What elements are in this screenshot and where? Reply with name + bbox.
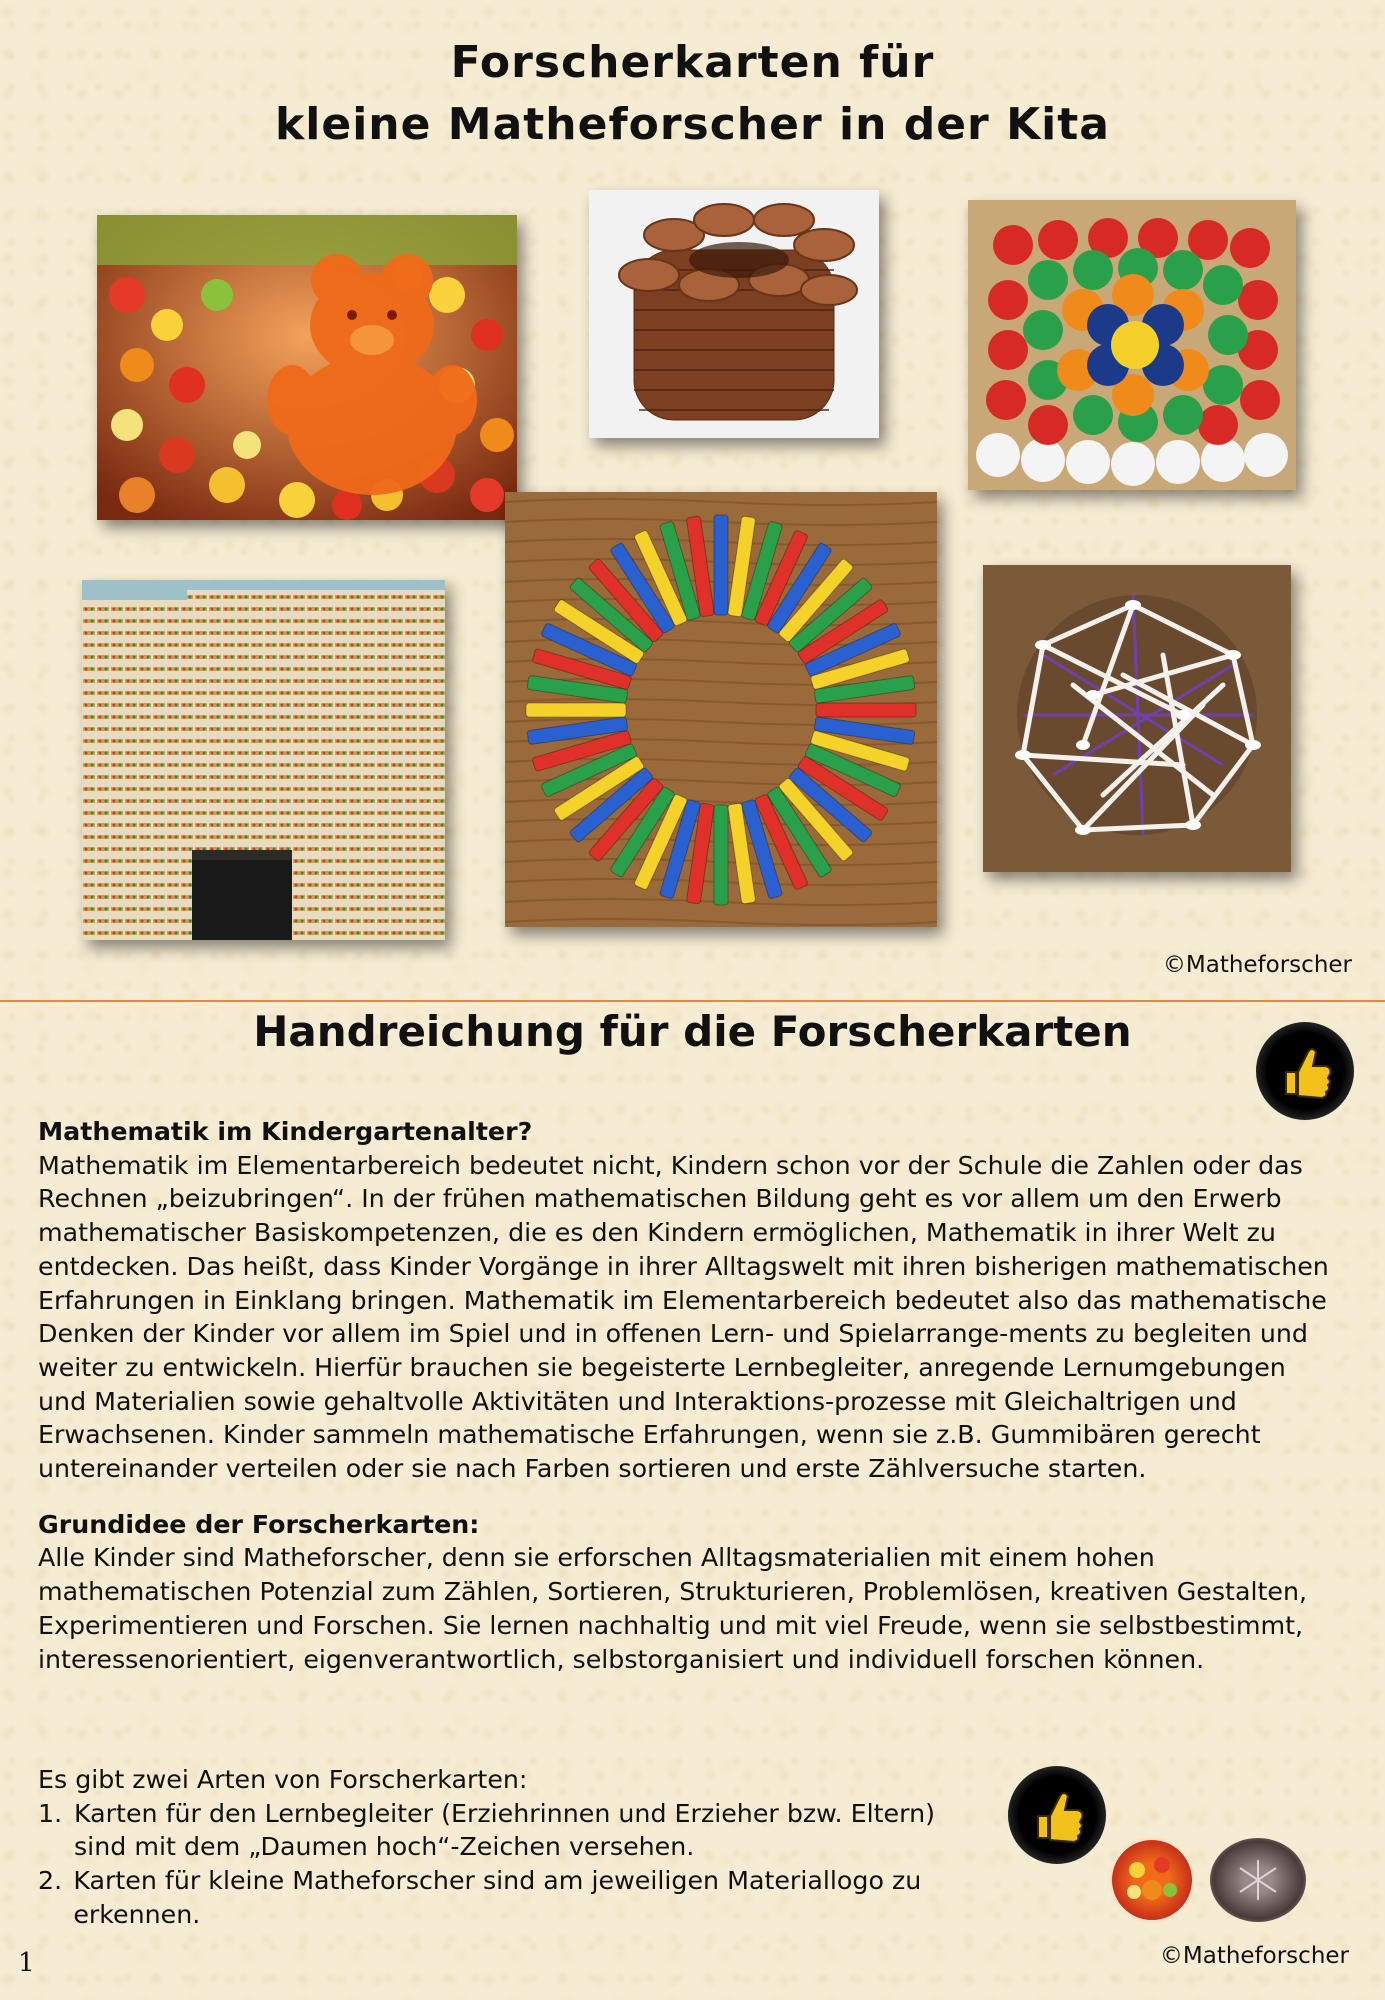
gummy-bear-logo-icon bbox=[1112, 1840, 1192, 1920]
thumbs-up-icon bbox=[1256, 1022, 1354, 1120]
thumbs-up-icon-list bbox=[1008, 1766, 1106, 1864]
q1-text: Mathematik im Elementarbereich bedeutet nicht, Kindern schon vor der Schule die Zahlen oder das Rechnen „beizubringen“. In der frühen mathematischen Bildung geht es vor allem um den Erwerb mathematischer Basiskompetenzen, die es den Kindern ermöglichen, Mathematik in ihrer Welt zu entdecken. Das heißt, dass Kinder Vorgänge in ihrer Alltagswelt mit ihren bisherigen mathematischen Erfahrungen in Einklang bringen. Mathematik im Elementarbereich bedeutet also das mathematische Denken der Kinder vor allem im Spiel und in offenen Lern- und Spielarrange-ments zu begleiten und weiter zu entwickeln. Hierfür brauchen sie begeisterte Lernbegleiter, anregende Lernumgebungen und Materialien sowie gehaltvolle Aktivitäten und Interaktions-prozesse mit Gleichaltrigen und Erwachsenen. Kinder sammeln mathematische Erfahrungen, wenn sie z.B. Gummibären gerecht untereinander verteilen oder sie nach Farben sortieren und erste Zählversuche starten. bbox=[38, 1150, 1329, 1484]
type2-number: 2. bbox=[38, 1866, 63, 1896]
copyright-top: ©Matheforscher bbox=[1162, 952, 1352, 978]
title-line-1: Forscherkarten für bbox=[450, 37, 935, 88]
section-body bbox=[38, 1115, 1338, 1676]
page-number: 1 bbox=[18, 1948, 35, 1978]
section-heading: Handreichung für die Forscherkarten bbox=[253, 1007, 1132, 1056]
bottle-caps-photo bbox=[968, 200, 1296, 490]
types-intro: Es gibt zwei Arten von Forscherkarten: bbox=[38, 1765, 528, 1794]
q1-title: Mathematik im Kindergartenalter? bbox=[38, 1117, 533, 1146]
copyright-bottom: ©Matheforscher bbox=[1159, 1943, 1349, 1969]
q2-title: Grundidee der Forscherkarten: bbox=[38, 1509, 480, 1539]
type1-line2: sind mit dem „Daumen hoch“-Zeichen versehen. bbox=[74, 1832, 695, 1862]
cotton-swab-sphere-photo bbox=[983, 565, 1291, 872]
q2-text: Alle Kinder sind Matheforscher, denn sie erforschen Alltagsmaterialien mit einem hohen mathematischen Potenzial zum Zählen, Sortieren, Strukturieren, Problemlösen, kreativen Gestalten, Experimentieren und Forschen. Sie lernen nachhaltig und mit viel Freude, wenn sie selbstbestimmt, interessenorientiert, eigenverantwortlich, selbstorganisiert und individuell forschen können. bbox=[38, 1543, 1308, 1674]
cup-tower-photo bbox=[82, 580, 445, 940]
clothespin-ring-photo bbox=[505, 492, 937, 927]
coin-tower-photo bbox=[589, 190, 879, 438]
type1-number: 1. bbox=[38, 1798, 63, 1828]
material-logo-icon bbox=[1210, 1838, 1306, 1922]
type1-line1: Karten für den Lernbegleiter (Erziehrinnen und Erzieher bzw. Eltern) bbox=[74, 1798, 935, 1828]
types-list bbox=[38, 1763, 1038, 1932]
gummy-bears-photo bbox=[97, 215, 517, 520]
section-divider bbox=[0, 1000, 1385, 1002]
type2-text: Karten für kleine Matheforscher sind am jeweiligen Materiallogo zu erkennen. bbox=[73, 1866, 922, 1929]
title-line-2: kleine Matheforscher in der Kita bbox=[275, 99, 1110, 150]
